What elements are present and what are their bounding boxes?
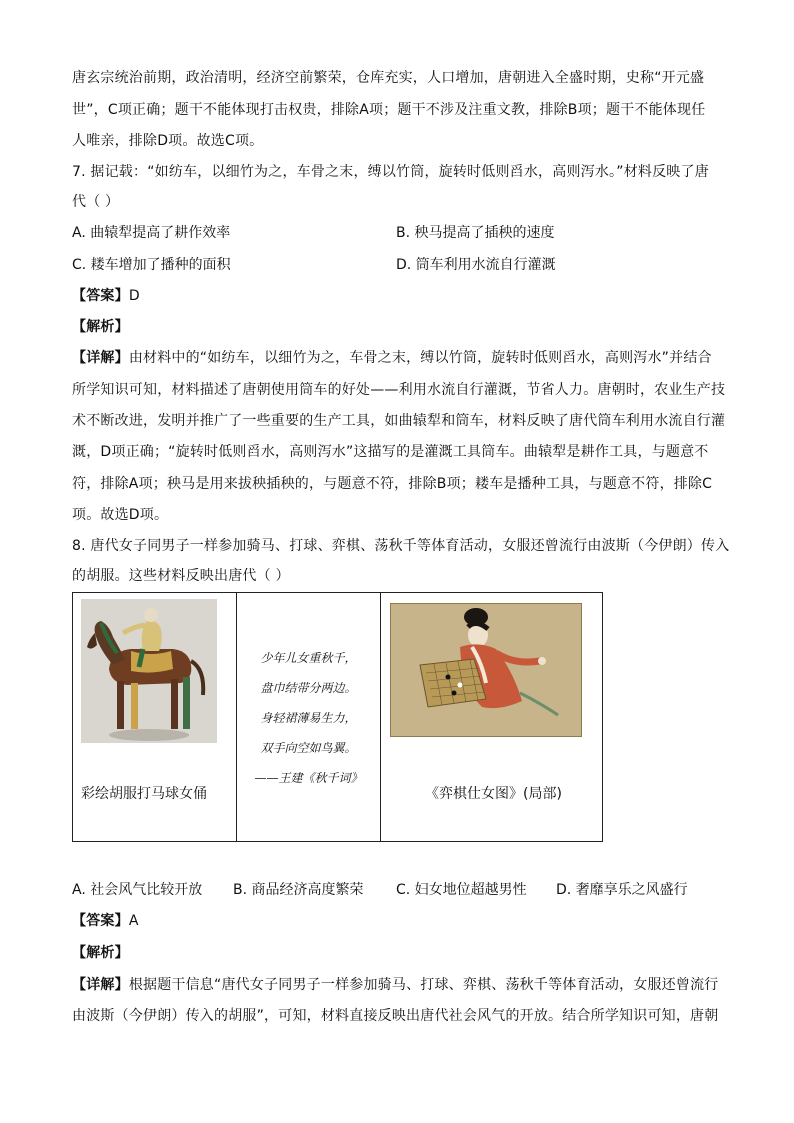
- material-cell-painting: [381, 593, 603, 842]
- answer-tag: 【答案】: [72, 288, 129, 304]
- q7-option-d: D. 筒车利用水流自行灌溉: [396, 257, 556, 273]
- poem-line: 盘巾结带分两边。: [260, 681, 357, 695]
- q8-detail-line: [72, 975, 718, 995]
- q8-stem-line: 的胡服。这些材料反映出唐代（ ）: [72, 568, 290, 584]
- q8-detail-line: 由波斯（今伊朗）传入的胡服”，可知，材料直接反映出唐代社会风气的开放。结合所学知识可知，唐朝: [72, 1008, 719, 1024]
- detail-text: 根据题干信息“唐代女子同男子一样参加骑马、打球、弈棋、荡秋千等体育活动，女服还曾流行: [128, 977, 719, 993]
- q7-analysis-tag: 【解析】: [72, 319, 129, 335]
- q8-answer: [72, 911, 139, 931]
- q7-stem-line: 7. 据记载：“如纺车，以细竹为之，车骨之末，缚以竹筒，旋转时低则舀水，高则泻水。”材料反映了唐: [72, 164, 709, 180]
- intro-line: 人唯亲，排除D项。故选C项。: [72, 133, 264, 149]
- answer-value: D: [128, 288, 140, 304]
- q7-detail-line: 所学知识可知，材料描述了唐朝使用筒车的好处——利用水流自行灌溉，节省人力。唐朝时，农业生产技: [72, 382, 726, 398]
- caption-painting: 《弈棋仕女图》(局部): [425, 786, 562, 802]
- horse-figurine-image: [81, 599, 217, 743]
- q7-option-b: B. 秧马提高了插秧的速度: [396, 225, 555, 241]
- detail-tag: 【详解】: [72, 977, 129, 993]
- answer-value: A: [128, 913, 139, 929]
- q8-option-a: A. 社会风气比较开放: [72, 882, 203, 898]
- q7-option-c: C. 耧车增加了播种的面积: [72, 257, 231, 273]
- material-cell-poem: [237, 593, 381, 842]
- q8-analysis-tag: 【解析】: [72, 945, 129, 961]
- poem-line: 双手向空如鸟翼。: [260, 741, 357, 755]
- q8-option-c: C. 妇女地位超越男性: [396, 882, 527, 898]
- q8-stem-line: 8. 唐代女子同男子一样参加骑马、打球、弈棋、荡秋千等体育活动，女服还曾流行由波斯（今伊朗）传入: [72, 538, 730, 554]
- caption-figurine: 彩绘胡服打马球女俑: [81, 786, 207, 802]
- material-table: [72, 592, 603, 842]
- q7-option-a: A. 曲辕犁提高了耕作效率: [72, 225, 231, 241]
- q8-option-d: D. 奢靡享乐之风盛行: [556, 882, 688, 898]
- answer-tag: 【答案】: [72, 913, 129, 929]
- go-painting-image: [390, 603, 582, 737]
- q7-detail-line: 项。故选D项。: [72, 507, 169, 523]
- q7-detail-line: [72, 348, 712, 368]
- material-cell-figurine: [73, 593, 237, 842]
- q7-answer: [72, 286, 140, 306]
- q8-option-b: B. 商品经济高度繁荣: [233, 882, 364, 898]
- intro-line: 世”，C项正确；题干不能体现打击权贵，排除A项；题干不涉及注重文教，排除B项；题干不能体现任: [72, 102, 706, 118]
- poem-line: 少年儿女重秋千，: [260, 651, 357, 665]
- detail-tag: 【详解】: [72, 350, 129, 366]
- q7-detail-line: 符，排除A项；秧马是用来拔秧插秧的，与题意不符，排除B项；耧车是播种工具，与题意不符，排除C: [72, 476, 713, 492]
- poem-attribution: ——王建《秋千词》: [254, 771, 363, 785]
- q7-detail-line: 术不断改进，发明并推广了一些重要的生产工具，如曲辕犁和筒车，材料反映了唐代筒车利用水流自行灌: [72, 413, 726, 429]
- q7-stem-line: 代（ ）: [72, 194, 120, 210]
- detail-text: 由材料中的“如纺车，以细竹为之，车骨之末，缚以竹筒，旋转时低则舀水，高则泻水”并结合: [128, 350, 712, 366]
- poem-line: 身轻裙薄易生力，: [260, 711, 357, 725]
- intro-line: 唐玄宗统治前期，政治清明，经济空前繁荣，仓库充实，人口增加，唐朝进入全盛时期，史称“开元盛: [72, 70, 705, 86]
- q7-detail-line: 溉，D项正确；“旋转时低则舀水，高则泻水”这描写的是灌溉工具筒车。曲辕犁是耕作工具，与题意不: [72, 444, 709, 460]
